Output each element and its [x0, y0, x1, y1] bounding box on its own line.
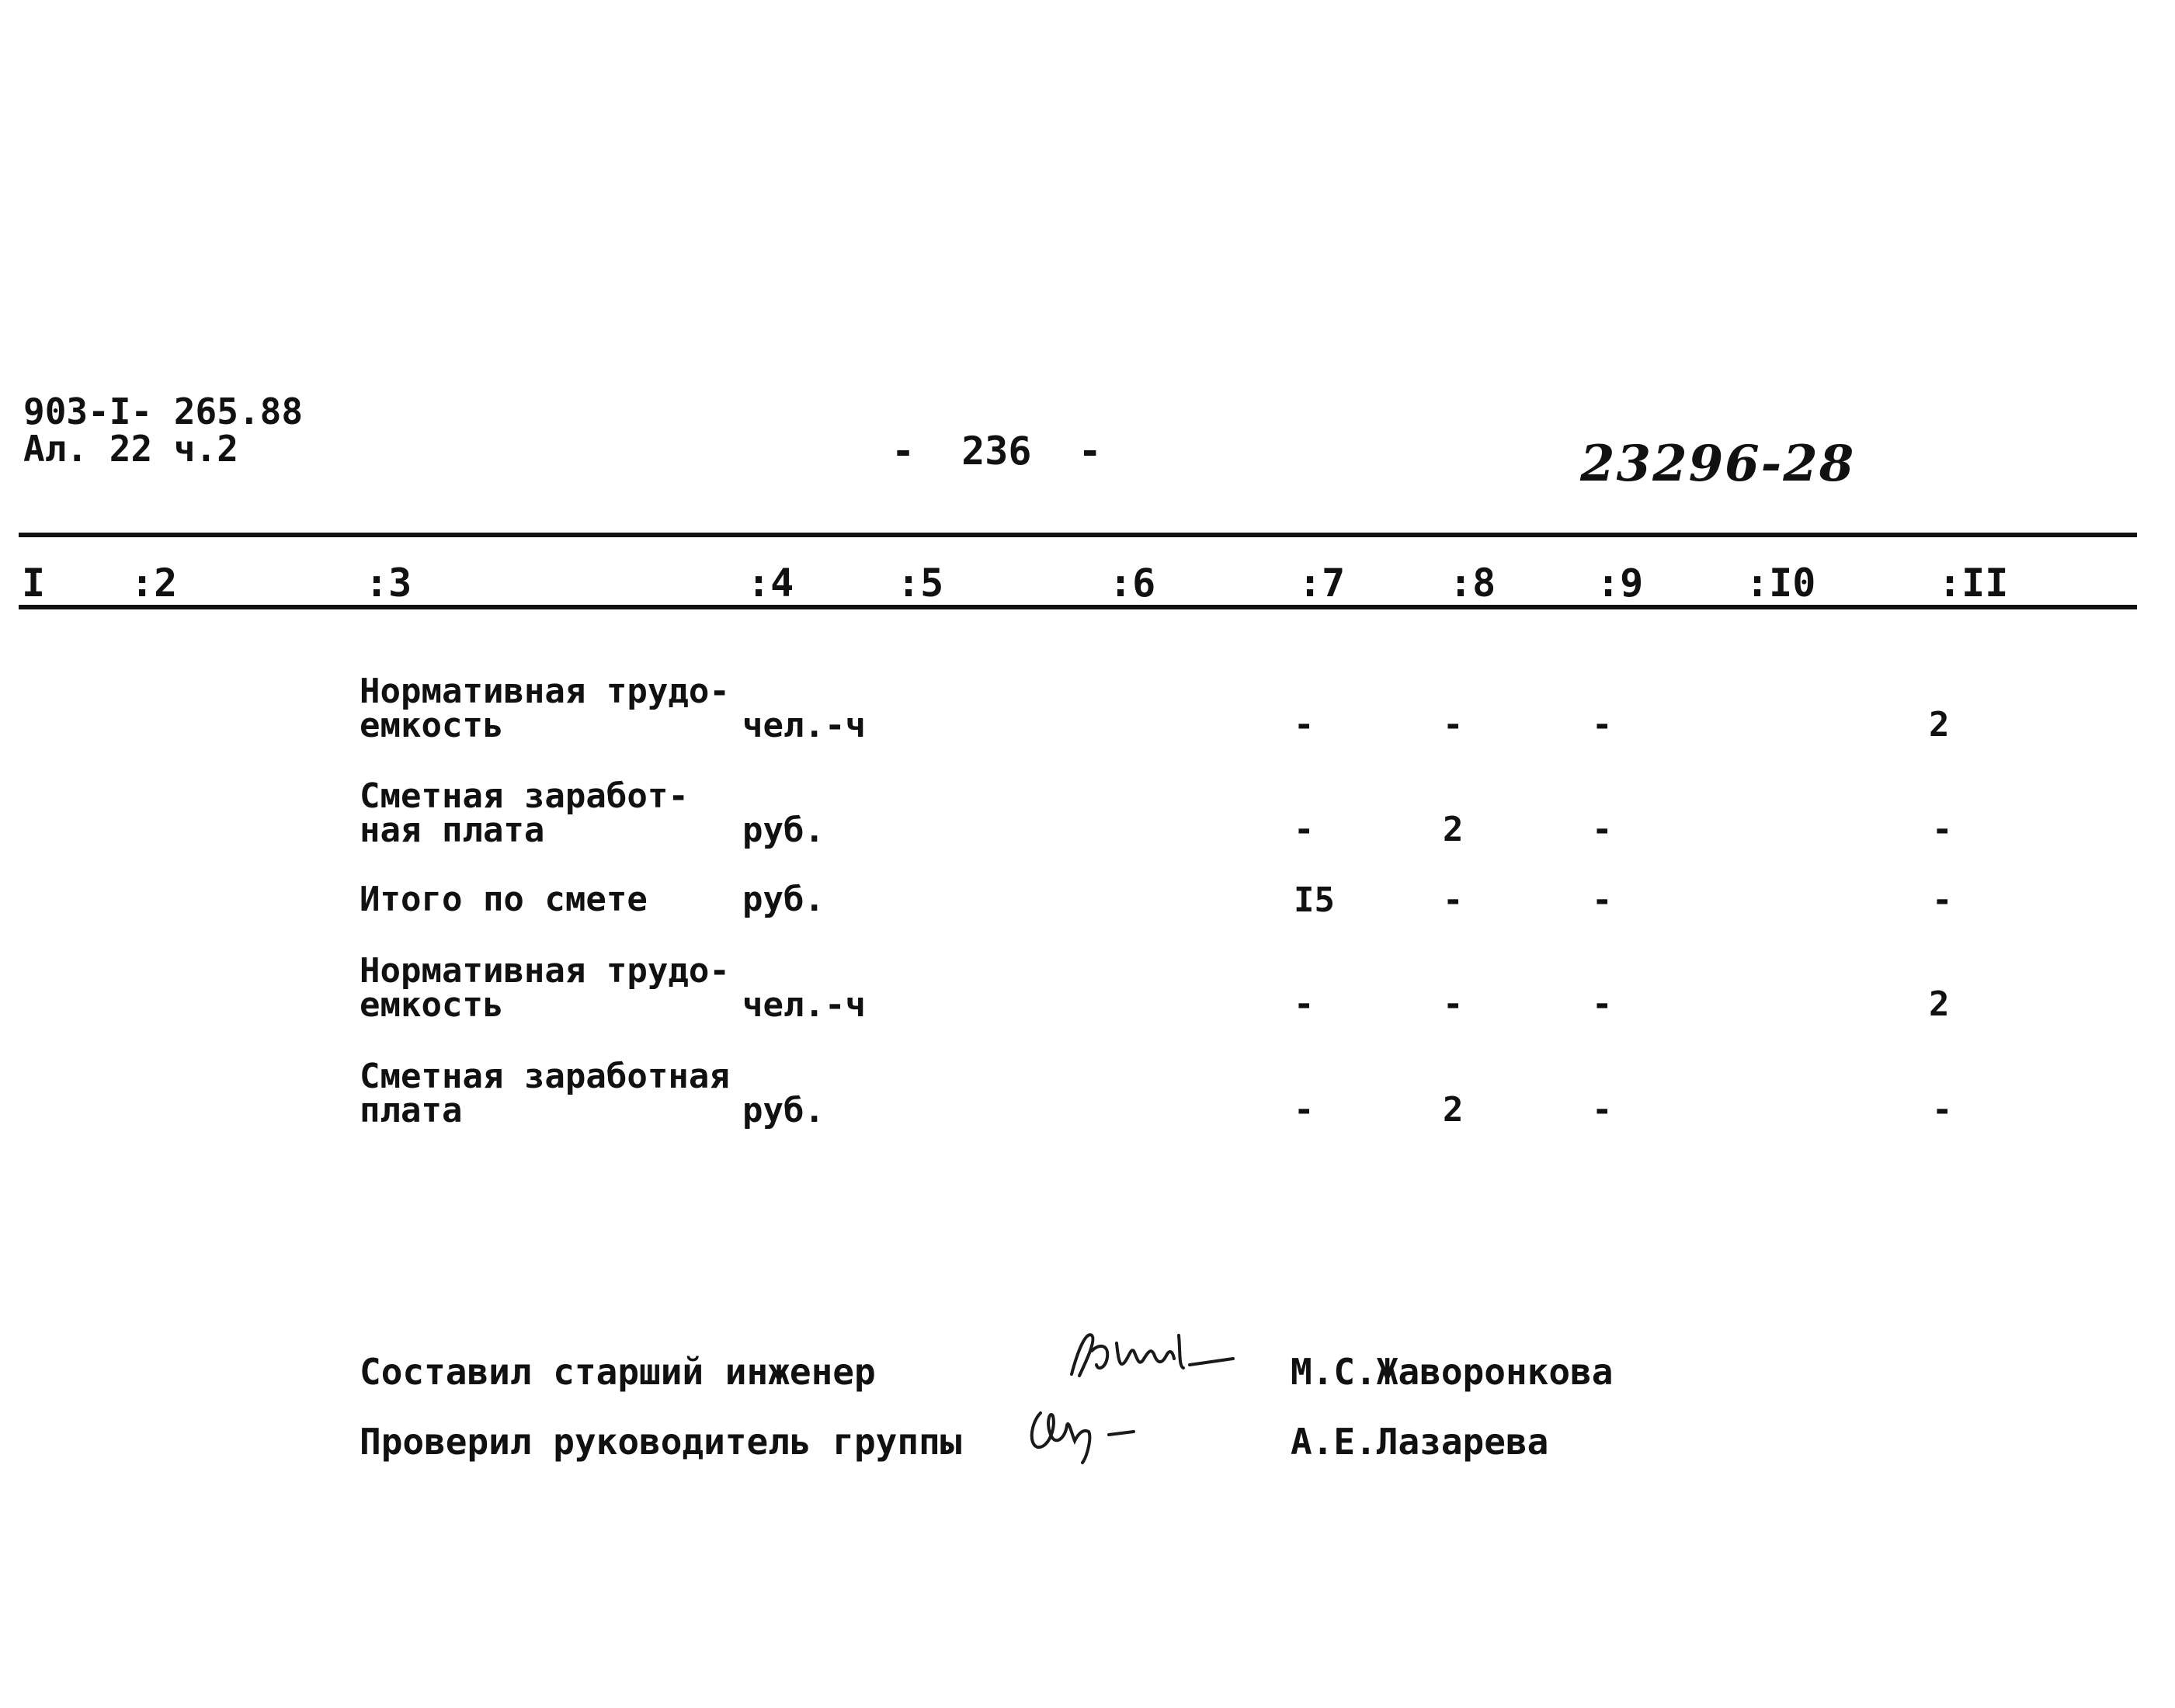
table-row-col11: 2: [1929, 705, 1950, 745]
table-row-col11: -: [1932, 880, 1953, 920]
col-header-2: :2: [130, 561, 178, 606]
table-row-unit: руб.: [742, 880, 825, 919]
table-row-col9: -: [1592, 880, 1613, 920]
table-row-name-line1: Нормативная трудо-: [360, 951, 730, 991]
table-row-col8: 2: [1443, 1090, 1464, 1130]
table-row-col9: -: [1592, 1090, 1613, 1130]
page-number: - 236 -: [891, 429, 1102, 474]
col-header-4: :4: [747, 561, 794, 606]
table-row-col8: -: [1443, 705, 1464, 745]
table-row-name-line1: Сметная заработ-: [360, 776, 689, 816]
table-row-name-line2: плата: [360, 1091, 463, 1130]
compiler-name: М.С.Жаворонкова: [1291, 1351, 1614, 1393]
table-row-unit: руб.: [742, 1091, 825, 1130]
table-row-col7: -: [1294, 810, 1315, 849]
table-row-unit: чел.-ч: [742, 706, 866, 745]
header-bottom-rule: [19, 605, 2137, 609]
table-row-col9: -: [1592, 705, 1613, 745]
checker-signature: [1017, 1397, 1173, 1467]
table-row-col9: -: [1592, 984, 1613, 1024]
table-row-name-line2: емкость: [360, 985, 504, 1025]
header-top-rule: [19, 533, 2137, 537]
col-header-5: :5: [897, 561, 944, 606]
col-header-7: :7: [1298, 561, 1346, 606]
table-row-col7: -: [1294, 984, 1315, 1024]
col-header-10: :I0: [1746, 561, 1816, 606]
document-code: 903-I- 265.88: [23, 391, 304, 432]
col-header-8: :8: [1449, 561, 1496, 606]
table-row-col7: -: [1294, 1090, 1315, 1130]
checker-role: Проверил руководитель группы: [360, 1421, 962, 1463]
table-row-col11: -: [1932, 1090, 1953, 1130]
table-row-col7: I5: [1294, 880, 1335, 920]
col-header-11: :II: [1938, 561, 2009, 606]
col-header-1: I: [22, 561, 46, 606]
col-header-9: :9: [1597, 561, 1644, 606]
table-row-unit: руб.: [742, 811, 825, 850]
compiler-signature: [1062, 1320, 1241, 1390]
table-row-name-line1: Нормативная трудо-: [360, 672, 730, 711]
archive-number: 23296-28: [1580, 435, 1856, 493]
sheet-label: Ал. 22 ч.2: [23, 428, 238, 470]
table-row-name-line2: емкость: [360, 706, 504, 745]
table-row-col9: -: [1592, 810, 1613, 849]
table-row-col11: -: [1932, 810, 1953, 849]
col-header-6: :6: [1109, 561, 1156, 606]
table-row-name-line2: ная плата: [360, 811, 545, 850]
compiler-role: Составил старший инженер: [360, 1351, 876, 1393]
table-row-col11: 2: [1929, 984, 1950, 1024]
table-row-name-line1: Итого по смете: [360, 880, 648, 919]
table-row-unit: чел.-ч: [742, 985, 866, 1025]
col-header-3: :3: [365, 561, 412, 606]
table-row-col8: -: [1443, 984, 1464, 1024]
checker-name: А.Е.Лазарева: [1291, 1421, 1549, 1463]
table-row-name-line1: Сметная заработная: [360, 1057, 730, 1096]
table-row-col8: -: [1443, 880, 1464, 920]
table-row-col8: 2: [1443, 810, 1464, 849]
table-row-col7: -: [1294, 705, 1315, 745]
